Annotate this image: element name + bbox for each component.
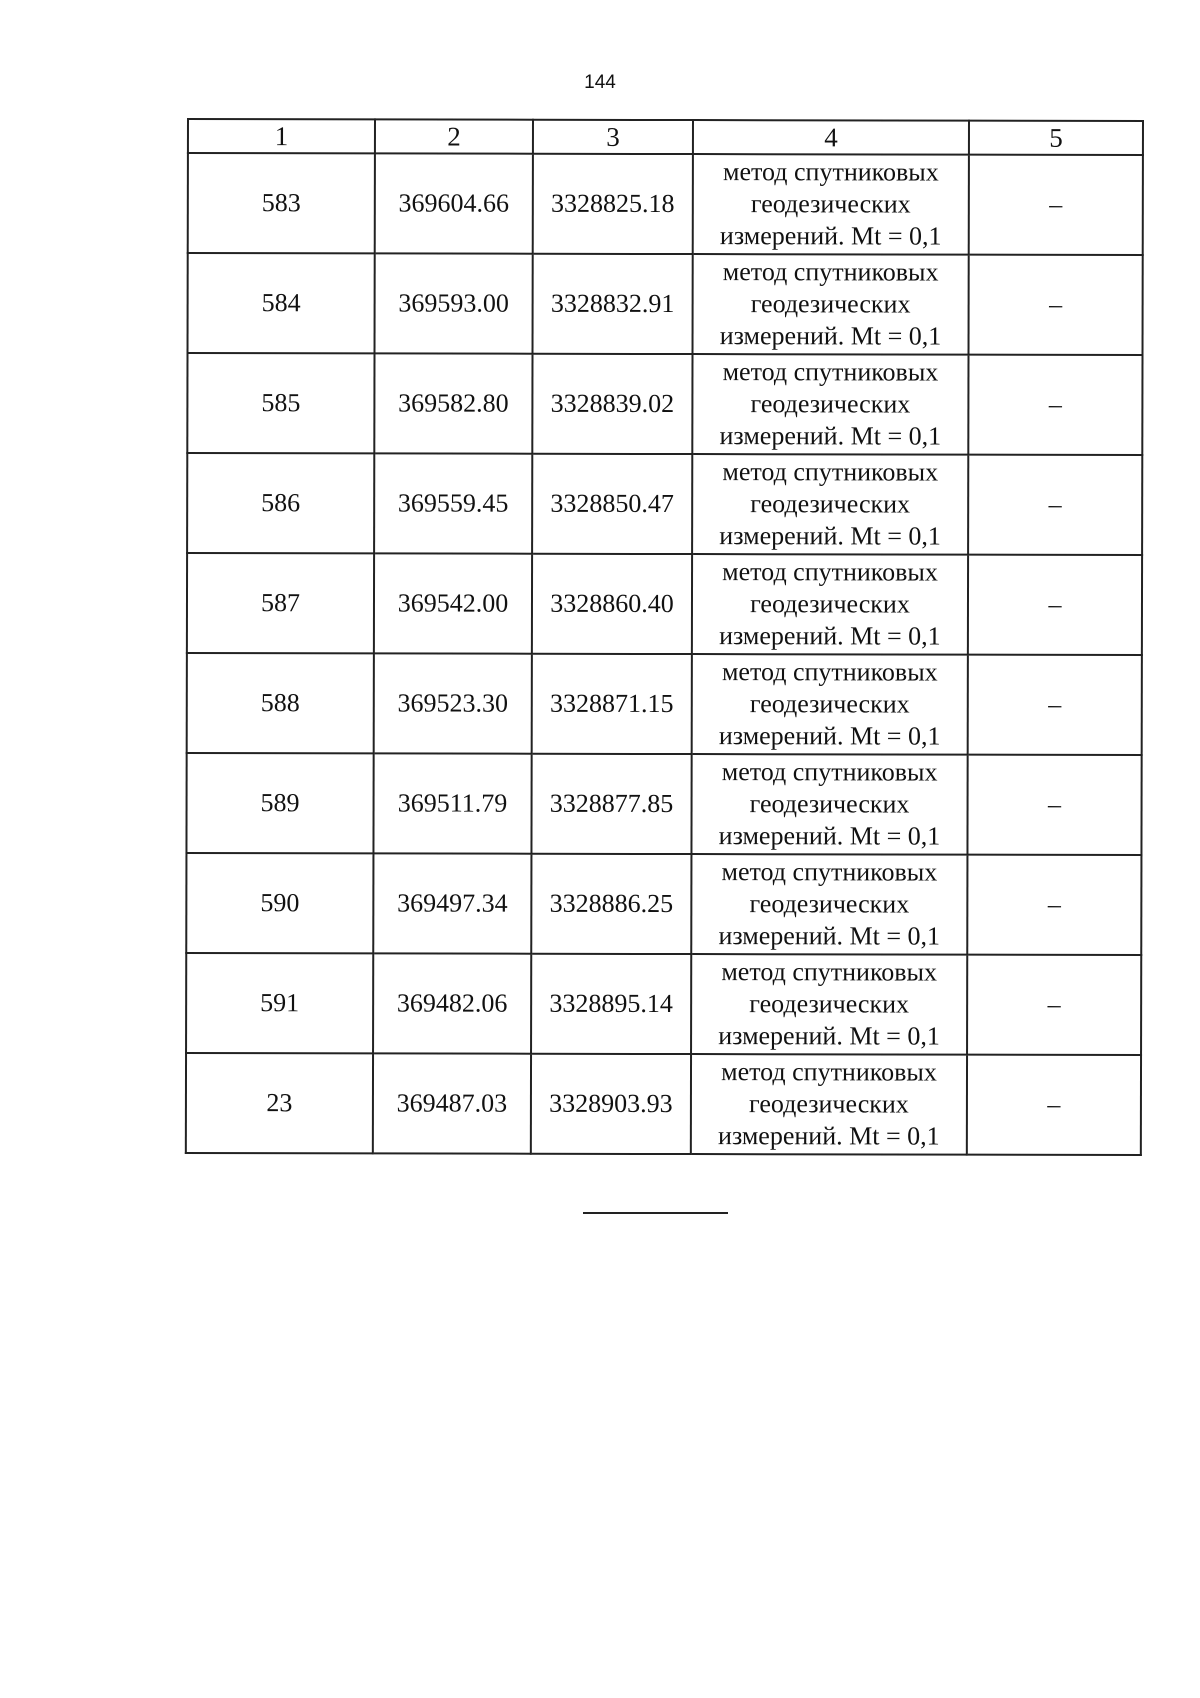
point-number-cell: 588 [187,653,374,753]
header-cell-5: 5 [969,121,1143,155]
header-cell-3: 3 [533,120,693,154]
table-body [186,153,1143,1155]
table-row [186,753,1141,855]
x-coordinate-cell: 369497.34 [373,853,531,953]
table-row [186,1053,1141,1155]
table-row [187,553,1142,655]
y-coordinate-cell: 3328839.02 [532,354,692,454]
table-row [187,653,1142,755]
description-cell: – [968,455,1142,555]
header-cell-4: 4 [693,120,969,155]
y-coordinate-cell: 3328832.91 [533,254,693,354]
point-number-cell: 586 [187,453,374,553]
description-cell: – [968,355,1142,455]
point-number-cell: 587 [187,553,374,653]
description-cell: – [967,955,1141,1055]
table-header [188,119,1143,155]
method-cell: метод спутниковых геодезических измерений. Mt = 0,1 [691,954,967,1055]
x-coordinate-cell: 369593.00 [375,253,533,353]
x-coordinate-cell: 369511.79 [373,753,531,853]
y-coordinate-cell: 3328895.14 [531,954,691,1054]
method-cell: метод спутниковых геодезических измерений. Mt = 0,1 [692,454,968,555]
description-cell: – [967,755,1141,855]
table-row [188,153,1143,255]
table-row [187,453,1142,555]
point-number-cell: 590 [186,853,373,953]
table-row [188,253,1143,355]
y-coordinate-cell: 3328825.18 [533,154,693,254]
point-number-cell: 23 [186,1053,373,1153]
method-cell: метод спутниковых геодезических измерений. Mt = 0,1 [692,354,968,455]
method-cell: метод спутниковых геодезических измерений. Mt = 0,1 [692,554,968,655]
x-coordinate-cell: 369542.00 [374,553,532,653]
table-row [186,853,1141,955]
point-number-cell: 583 [188,153,375,253]
point-number-cell: 584 [188,253,375,353]
description-cell: – [967,855,1141,955]
point-number-cell: 591 [186,953,373,1053]
point-number-cell: 589 [186,753,373,853]
x-coordinate-cell: 369482.06 [373,953,531,1053]
coordinates-table [185,118,1144,1156]
description-cell: – [968,555,1142,655]
x-coordinate-cell: 369604.66 [375,153,533,253]
y-coordinate-cell: 3328903.93 [531,1054,691,1154]
description-cell: – [969,255,1143,355]
method-cell: метод спутниковых геодезических измерений. Mt = 0,1 [691,1054,967,1155]
description-cell: – [968,655,1142,755]
header-cell-2: 2 [375,119,533,153]
method-cell: метод спутниковых геодезических измерений. Mt = 0,1 [693,154,969,255]
y-coordinate-cell: 3328886.25 [531,854,691,954]
end-of-document-rule [583,1212,728,1214]
x-coordinate-cell: 369487.03 [373,1053,531,1153]
x-coordinate-cell: 369582.80 [374,353,532,453]
header-cell-1: 1 [188,119,375,153]
method-cell: метод спутниковых геодезических измерений. Mt = 0,1 [692,654,968,755]
x-coordinate-cell: 369523.30 [374,653,532,753]
method-cell: метод спутниковых геодезических измерений. Mt = 0,1 [691,754,967,855]
description-cell: – [967,1055,1141,1155]
method-cell: метод спутниковых геодезических измерений. Mt = 0,1 [691,854,967,955]
method-cell: метод спутниковых геодезических измерений. Mt = 0,1 [693,254,969,355]
y-coordinate-cell: 3328871.15 [532,654,692,754]
description-cell: – [969,155,1143,255]
y-coordinate-cell: 3328850.47 [532,454,692,554]
y-coordinate-cell: 3328877.85 [531,754,691,854]
y-coordinate-cell: 3328860.40 [532,554,692,654]
table-row [187,353,1142,455]
table-row [186,953,1141,1055]
header-row [188,119,1143,155]
x-coordinate-cell: 369559.45 [374,453,532,553]
point-number-cell: 585 [187,353,374,453]
page-number: 144 [584,72,616,93]
